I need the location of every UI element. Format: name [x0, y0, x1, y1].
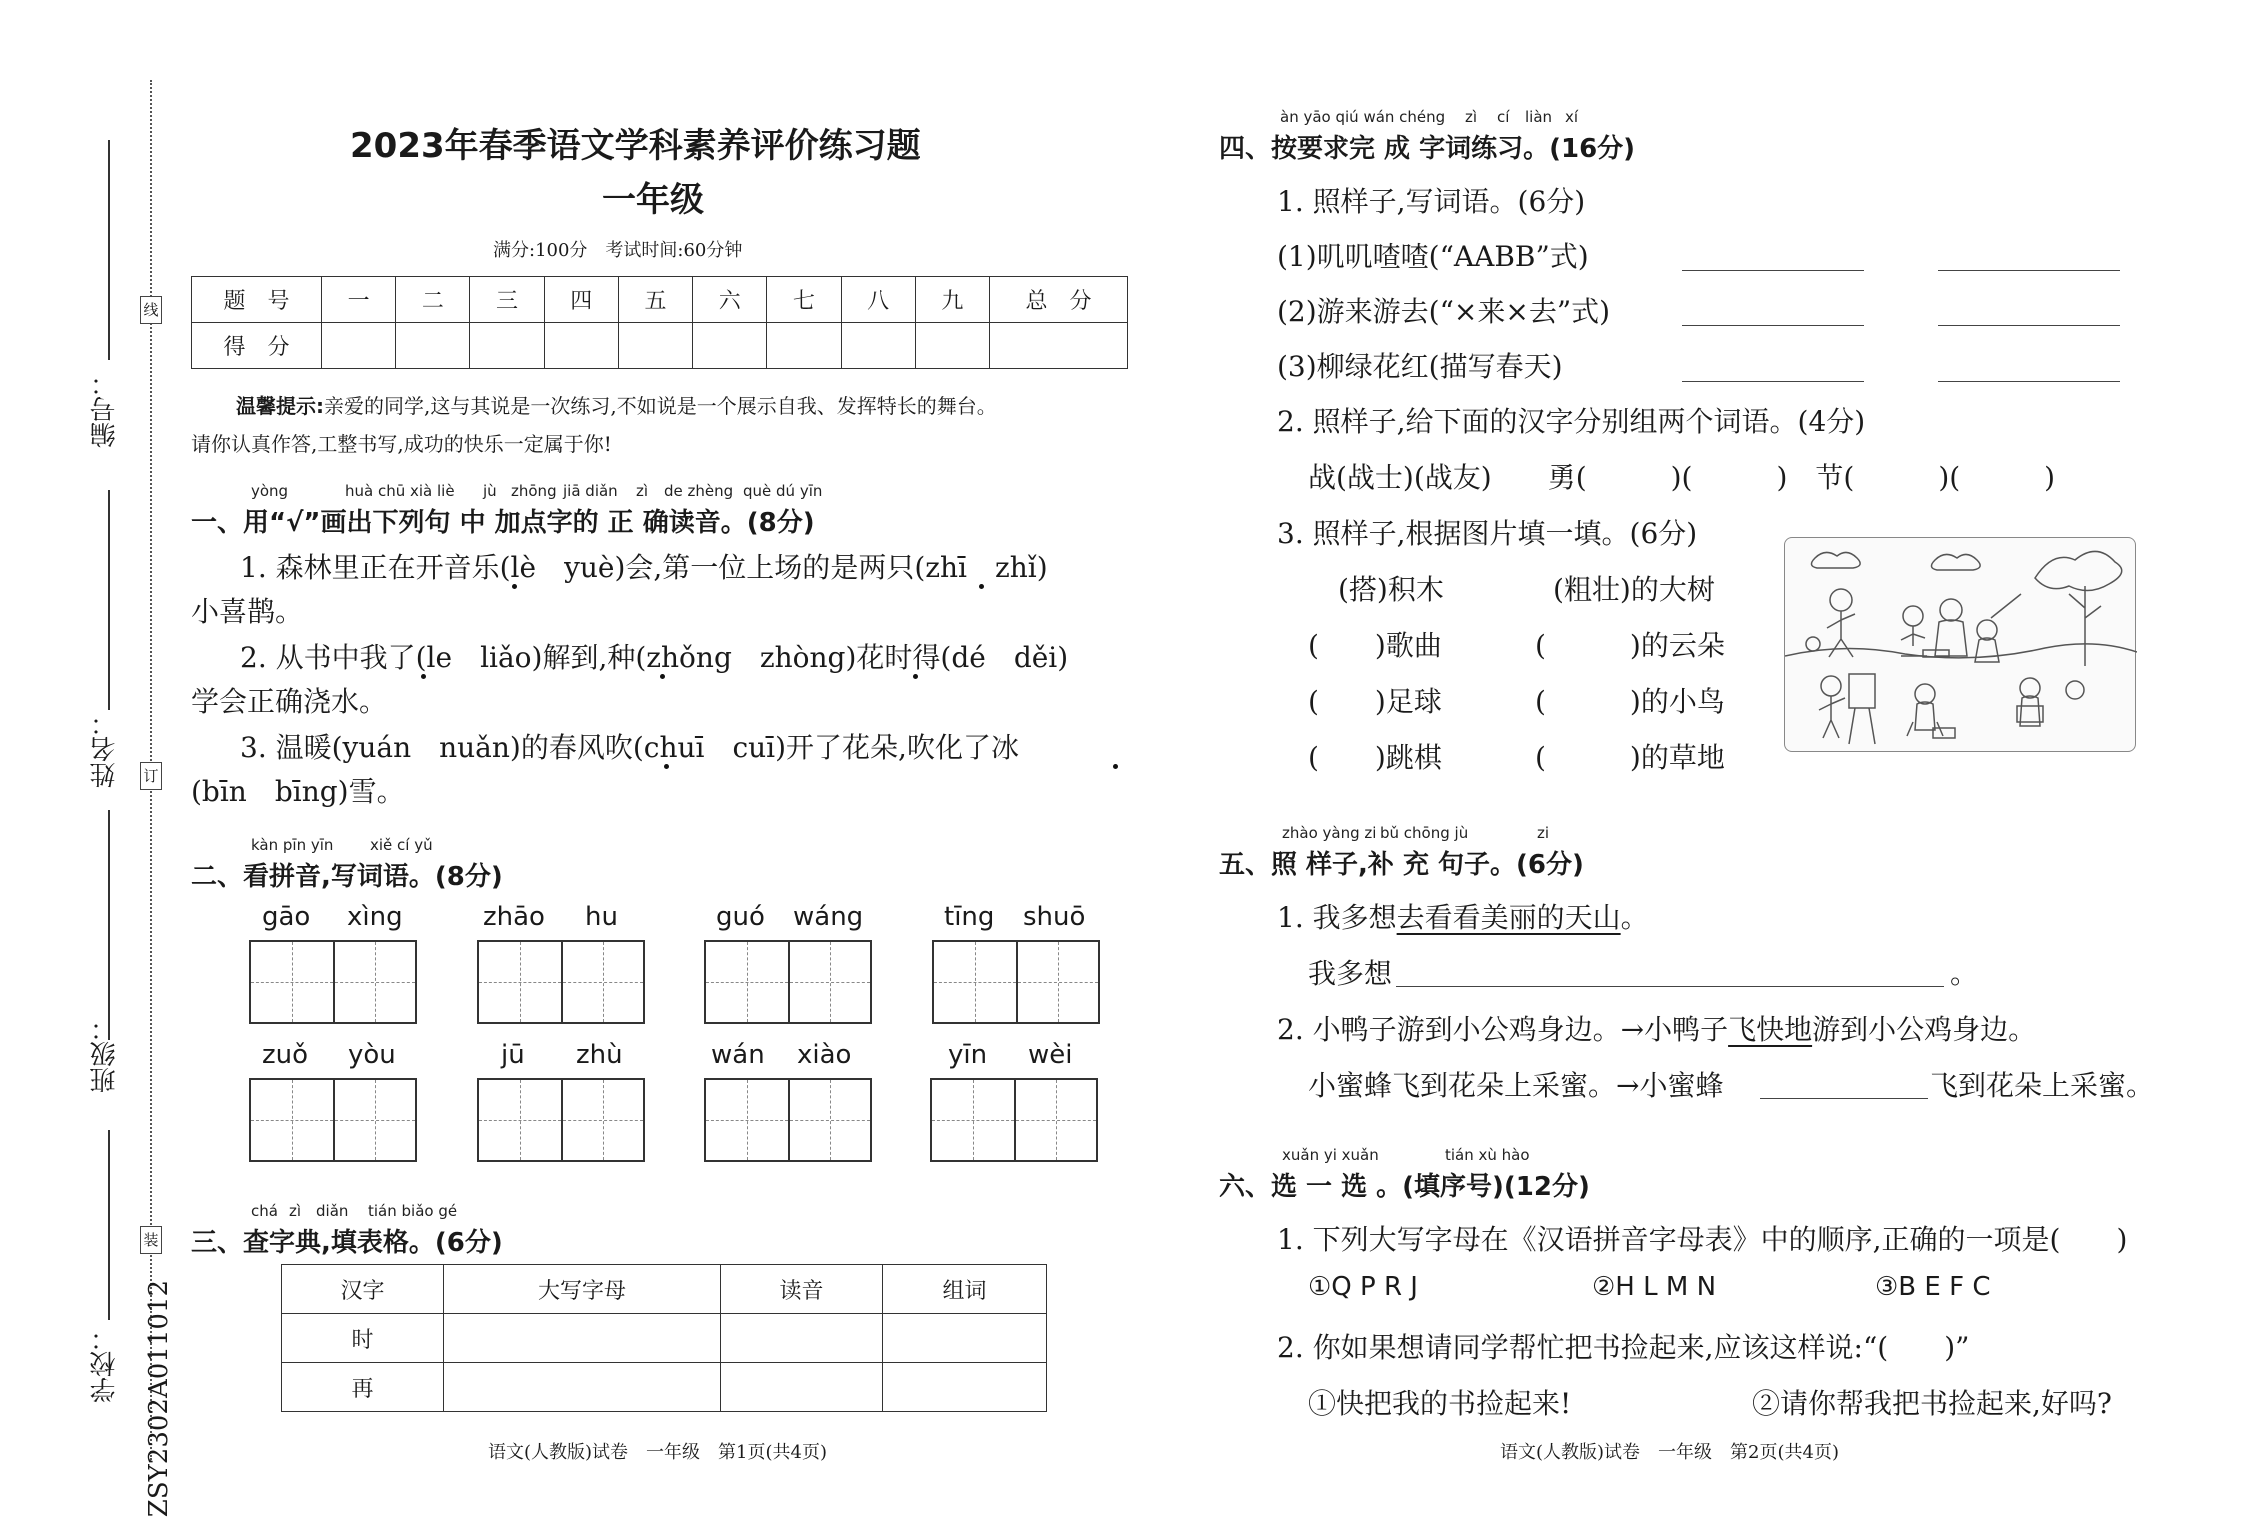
q2-pinyin: kàn pīn yīn	[251, 836, 334, 854]
grade-title: 一年级	[602, 180, 704, 220]
children-playing-illustration	[1784, 537, 2136, 752]
pinyin-syllable: guó	[716, 902, 765, 932]
q1-pinyin: huà chū xià liè	[345, 482, 455, 500]
q1-pinyin: què dú yīn	[743, 482, 823, 500]
writing-grid[interactable]	[932, 940, 1100, 1024]
dictionary-table	[281, 1264, 1047, 1412]
score-cell: 八	[841, 277, 915, 323]
dict-col-header: 大写字母	[444, 1265, 721, 1314]
q5-heading: 五、照 样子,补 充 句子。(6分)	[1219, 850, 1584, 880]
page-title: 2023年春季语文学科素养评价练习题	[350, 126, 921, 166]
q1-pinyin: yòng	[251, 482, 289, 500]
q3-pinyin: chá	[251, 1202, 278, 1220]
emphasis-dot	[512, 584, 517, 589]
q3-pinyin: zì	[289, 1202, 302, 1220]
score-cell: 五	[618, 277, 692, 323]
binding-mark-ding: 订	[140, 762, 162, 790]
pinyin-syllable: hu	[585, 902, 618, 932]
q4-part-2: 2. 照样子,给下面的汉字分别组两个词语。(4分)	[1277, 405, 1866, 438]
score-cell: 总 分	[990, 277, 1128, 323]
q6-pinyin: xuǎn yi xuǎn	[1282, 1146, 1379, 1164]
q1-sentence-3b: (bīn bīng)雪。	[191, 775, 405, 808]
q6-part-1: 1. 下列大写字母在《汉语拼音字母表》中的顺序,正确的一项是( )	[1277, 1223, 2128, 1256]
dict-input-cell[interactable]	[444, 1363, 721, 1412]
pinyin-syllable: zuǒ	[262, 1040, 309, 1070]
number-line	[108, 140, 110, 360]
score-cell: 四	[544, 277, 618, 323]
q3-pinyin: diǎn	[316, 1202, 349, 1220]
school-label: 学校：	[90, 1325, 120, 1403]
pinyin-syllable: zhāo	[483, 902, 545, 932]
score-input-cell[interactable]	[618, 323, 692, 369]
pinyin-syllable: jū	[501, 1040, 525, 1070]
writing-grid[interactable]	[704, 940, 872, 1024]
q5-s1-pre: 1. 我多想	[1277, 901, 1397, 934]
q4-item: (2)游来游去(“×来×去”式)	[1277, 295, 1611, 328]
q4-part-3: 3. 照样子,根据图片填一填。(6分)	[1277, 517, 1698, 550]
score-input-cell[interactable]	[322, 323, 396, 369]
dict-input-cell[interactable]	[721, 1314, 883, 1363]
emphasis-dot	[1113, 764, 1118, 769]
score-cell: 二	[396, 277, 470, 323]
q4-pinyin: cí	[1497, 108, 1510, 126]
q5-s2-example: 飞快地	[1728, 1013, 1813, 1046]
q6-part-2: 2. 你如果想请同学帮忙把书捡起来,应该这样说:“( )”	[1277, 1331, 1970, 1364]
answer-blank[interactable]	[1396, 986, 1944, 987]
score-table	[191, 276, 1128, 369]
score-cell: 题 号	[192, 277, 322, 323]
dict-char: 再	[282, 1363, 444, 1412]
q4-fill-right: ( )的小鸟	[1535, 685, 1725, 718]
score-cell: 一	[322, 277, 396, 323]
writing-grid[interactable]	[249, 1078, 417, 1162]
q5-s1-post: 。	[1620, 901, 1649, 934]
dict-row	[282, 1314, 1047, 1363]
class-label: 班级：	[90, 1015, 120, 1093]
score-input-cell[interactable]	[841, 323, 915, 369]
q5-s2-post: 游到小公鸡身边。	[1812, 1013, 2037, 1046]
q4-fill-left: ( )足球	[1308, 685, 1442, 718]
writing-grid[interactable]	[249, 940, 417, 1024]
writing-grid[interactable]	[477, 1078, 645, 1162]
score-input-cell[interactable]	[544, 323, 618, 369]
q5-s1-fill-post: 。	[1950, 957, 1979, 990]
q4-item: (3)柳绿花红(描写春天)	[1277, 350, 1563, 383]
score-cell: 九	[915, 277, 989, 323]
q1-sentence-2a: 2. 从书中我了(le liǎo)解到,种(zhǒng zhòng)花时得(dé děi)	[240, 641, 1069, 674]
answer-blank[interactable]	[1938, 270, 2120, 271]
emphasis-dot	[660, 674, 665, 679]
dict-char: 时	[282, 1314, 444, 1363]
q4-fill-left: (搭)积木	[1338, 573, 1444, 606]
answer-blank[interactable]	[1938, 325, 2120, 326]
tip-label: 温馨提示:	[236, 394, 324, 418]
pinyin-syllable: yòu	[348, 1040, 396, 1070]
name-label: 姓名：	[90, 710, 120, 788]
pinyin-syllable: yīn	[948, 1040, 988, 1070]
q5-s2-fill-post: 飞到花朵上采蜜。	[1930, 1069, 2155, 1102]
emphasis-dot	[979, 584, 984, 589]
q4-pinyin: liàn	[1525, 108, 1553, 126]
pinyin-syllable: wán	[711, 1040, 765, 1070]
q4-pinyin: xí	[1565, 108, 1579, 126]
exam-meta: 满分:100分 考试时间:60分钟	[493, 240, 743, 261]
q5-s1-fill-pre: 我多想	[1308, 957, 1393, 990]
score-header-row	[192, 277, 1128, 323]
pinyin-syllable: tīng	[944, 902, 995, 932]
score-cell: 七	[767, 277, 841, 323]
q5-s2-pre: 2. 小鸭子游到小公鸡身边。→小鸭子	[1277, 1013, 1729, 1046]
q1-sentence-1a: 1. 森林里正在开音乐(lè yuè)会,第一位上场的是两只(zhī zhǐ)	[240, 551, 1048, 584]
q4-part-2-line: 战(战士)(战友) 勇( )( ) 节( )( )	[1308, 461, 2056, 494]
score-value-row	[192, 323, 1128, 369]
tip-line-1	[236, 390, 997, 419]
q4-fill-left: ( )歌曲	[1308, 629, 1442, 662]
score-input-cell[interactable]	[470, 323, 544, 369]
dict-header-row	[282, 1265, 1047, 1314]
score-input-cell[interactable]	[693, 323, 767, 369]
q6-option[interactable]: ①Q P R J	[1308, 1272, 1418, 1302]
score-cell: 三	[470, 277, 544, 323]
q1-pinyin: zì	[636, 482, 649, 500]
q1-pinyin: de zhèng	[664, 482, 734, 500]
binding-mark-xian: 线	[140, 296, 162, 324]
q6-option[interactable]: ②请你帮我把书捡起来,好吗?	[1752, 1387, 2112, 1420]
writing-grid[interactable]	[704, 1078, 872, 1162]
answer-blank[interactable]	[1938, 381, 2120, 382]
school-line	[108, 1130, 110, 1320]
q4-heading: 四、按要求完 成 字词练习。(16分)	[1219, 134, 1636, 164]
tip-text: 亲爱的同学,这与其说是一次练习,不如说是一个展示自我、发挥特长的舞台。	[324, 394, 997, 418]
q4-fill-right: ( )的云朵	[1535, 629, 1725, 662]
answer-blank[interactable]	[1682, 325, 1864, 326]
class-line	[108, 810, 110, 1040]
score-input-cell[interactable]	[767, 323, 841, 369]
score-input-cell[interactable]	[915, 323, 989, 369]
binding-mark-zhuang: 装	[140, 1226, 162, 1254]
paper-code: ZSY2302A011012	[144, 1280, 174, 1518]
q4-item: (1)叽叽喳喳(“AABB”式)	[1277, 240, 1589, 273]
q4-part-1: 1. 照样子,写词语。(6分)	[1277, 185, 1586, 218]
q5-pinyin: zi	[1537, 824, 1550, 842]
pinyin-syllable: wèi	[1028, 1040, 1073, 1070]
name-line	[108, 490, 110, 710]
q1-pinyin: jiā diǎn	[563, 482, 618, 500]
writing-grid[interactable]	[477, 940, 645, 1024]
q1-sentence-2b: 学会正确浇水。	[191, 685, 388, 718]
q6-option[interactable]: ②H L M N	[1592, 1272, 1717, 1302]
pinyin-syllable: gāo	[262, 902, 311, 932]
q5-s2-fill-pre: 小蜜蜂飞到花朵上采蜜。→小蜜蜂	[1308, 1069, 1724, 1102]
q2-heading: 二、看拼音,写词语。(8分)	[191, 862, 503, 892]
score-row-label: 得 分	[192, 323, 322, 369]
q4-pinyin: zì	[1465, 108, 1478, 126]
q1-pinyin: zhōng	[511, 482, 557, 500]
q1-pinyin: jù	[483, 482, 497, 500]
score-input-cell[interactable]	[990, 323, 1128, 369]
q3-heading: 三、查字典,填表格。(6分)	[191, 1228, 503, 1258]
q4-fill-right: ( )的草地	[1535, 741, 1725, 774]
q5-pinyin: zhào yàng zi	[1282, 824, 1377, 842]
q6-pinyin: tián xù hào	[1445, 1146, 1530, 1164]
emphasis-dot	[421, 674, 426, 679]
q1-heading: 一、用“√”画出下列句 中 加点字的 正 确读音。(8分)	[191, 508, 815, 538]
answer-blank[interactable]	[1682, 270, 1864, 271]
dict-input-cell[interactable]	[444, 1314, 721, 1363]
q5-sentence-1	[1277, 896, 1649, 936]
q6-heading: 六、选 一 选 。(填序号)(12分)	[1219, 1172, 1590, 1202]
score-cell: 六	[693, 277, 767, 323]
illustration-drawing	[1785, 538, 2137, 753]
number-label: 编号：	[90, 370, 120, 448]
emphasis-dot	[913, 674, 918, 679]
pinyin-syllable: xiào	[797, 1040, 852, 1070]
dict-input-cell[interactable]	[883, 1363, 1047, 1412]
q1-sentence-3a: 3. 温暖(yuán nuǎn)的春风吹(chuī cuī)开了花朵,吹化了冰	[240, 731, 1019, 764]
dict-col-header: 组词	[883, 1265, 1047, 1314]
q5-sentence-2	[1277, 1008, 2036, 1048]
writing-grid[interactable]	[930, 1078, 1098, 1162]
q6-option[interactable]: ③B E F C	[1875, 1272, 1991, 1302]
q3-pinyin: tián biǎo gé	[368, 1202, 458, 1220]
answer-blank[interactable]	[1682, 381, 1864, 382]
q4-pinyin: àn yāo qiú wán chéng	[1280, 108, 1446, 126]
q4-fill-left: ( )跳棋	[1308, 741, 1442, 774]
dict-input-cell[interactable]	[721, 1363, 883, 1412]
dict-row	[282, 1363, 1047, 1412]
dict-col-header: 汉字	[282, 1265, 444, 1314]
tip-line-2: 请你认真作答,工整书写,成功的快乐一定属于你!	[191, 432, 612, 456]
q5-pinyin: bǔ chōng jù	[1380, 824, 1469, 842]
footer-left: 语文(人教版)试卷 一年级 第1页(共4页)	[488, 1442, 827, 1463]
q2-pinyin: xiě cí yǔ	[370, 836, 433, 854]
q1-sentence-1b: 小喜鹊。	[191, 595, 304, 628]
answer-blank[interactable]	[1760, 1098, 1928, 1099]
footer-right: 语文(人教版)试卷 一年级 第2页(共4页)	[1500, 1442, 1839, 1463]
pinyin-syllable: xìng	[347, 902, 403, 932]
q5-s1-example: 去看看美丽的天山	[1396, 901, 1621, 934]
pinyin-syllable: zhù	[576, 1040, 623, 1070]
dict-input-cell[interactable]	[883, 1314, 1047, 1363]
q6-option[interactable]: ①快把我的书捡起来!	[1308, 1387, 1572, 1420]
score-input-cell[interactable]	[396, 323, 470, 369]
pinyin-syllable: shuō	[1023, 902, 1086, 932]
emphasis-dot	[664, 764, 669, 769]
pinyin-syllable: wáng	[793, 902, 864, 932]
dict-col-header: 读音	[721, 1265, 883, 1314]
q4-fill-right: (粗壮)的大树	[1553, 573, 1715, 606]
